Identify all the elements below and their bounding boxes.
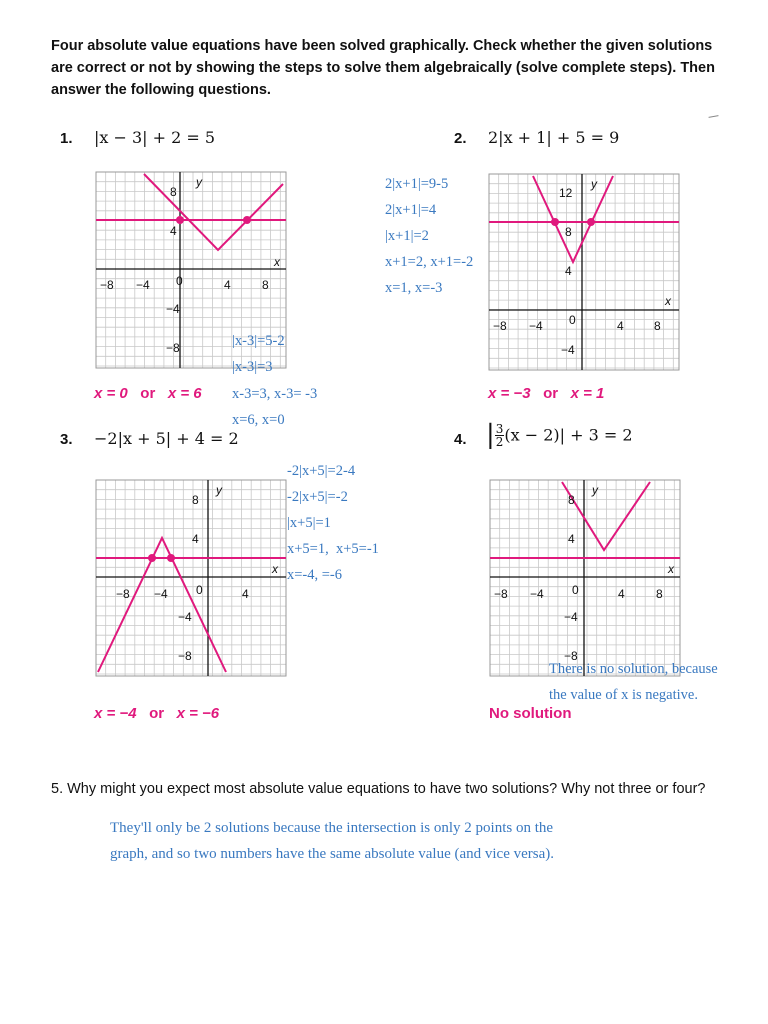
y-tick: −4	[561, 343, 575, 357]
x-tick: 4	[617, 319, 624, 333]
graph-1-solution-point	[243, 216, 251, 224]
y-tick: −4	[178, 610, 192, 624]
y-tick: −8	[564, 649, 578, 663]
y-tick: −8	[178, 649, 192, 663]
x-axis-label: x	[665, 294, 671, 308]
x-tick: 0	[569, 313, 576, 327]
problem-4-number: 4.	[454, 431, 467, 448]
graph-4	[490, 480, 680, 676]
graph-3-solution-point	[148, 554, 156, 562]
y-axis-label: y	[196, 175, 202, 189]
y-tick: 4	[192, 532, 199, 546]
problem-4-answer: No solution	[489, 705, 572, 722]
x-tick: 0	[572, 583, 579, 597]
graph-2-grid	[489, 174, 679, 370]
problem-1-equation: |x − 3| + 2 = 5	[94, 128, 216, 147]
x-tick: 8	[654, 319, 661, 333]
problem-3-work-line: -2|x+5|=2-4	[287, 463, 356, 479]
y-tick: 4	[568, 532, 575, 546]
x-tick: 8	[262, 278, 269, 292]
x-tick: 0	[176, 274, 183, 288]
problem-3-work-line: x=-4, =-6	[287, 567, 343, 583]
question-5-text: 5. Why might you expect most absolute value equations to have two solutions? Why not three or four?	[51, 781, 706, 797]
problem-1-number: 1.	[60, 130, 73, 147]
y-tick: 8	[192, 493, 199, 507]
problem-2-answer: x = −3 or x = 1	[488, 385, 605, 402]
graph-2	[489, 174, 679, 370]
y-tick: 8	[568, 493, 575, 507]
graph-3-grid	[96, 480, 286, 676]
y-tick: 8	[565, 225, 572, 239]
y-axis-label: y	[592, 483, 598, 497]
x-axis-label: x	[274, 255, 280, 269]
stray-mark	[707, 109, 718, 118]
problem-2-work-line: x=1, x=-3	[385, 280, 443, 296]
graph-1-v-curve	[144, 174, 283, 250]
problem-4-work-line: the value of x is negative.	[549, 687, 698, 703]
problem-1-answer: x = 0 or x = 6	[94, 385, 202, 402]
problem-3-work-line: |x+5|=1	[287, 515, 331, 531]
y-tick: 8	[170, 185, 177, 199]
x-axis-label: x	[668, 562, 674, 576]
problem-2-number: 2.	[454, 130, 467, 147]
x-tick: 4	[618, 587, 625, 601]
x-tick: −4	[136, 278, 150, 292]
y-axis-label: y	[216, 483, 222, 497]
x-tick: −8	[493, 319, 507, 333]
x-tick: 4	[242, 587, 249, 601]
y-tick: 12	[559, 186, 573, 200]
y-tick: −4	[166, 302, 180, 316]
graph-3-solution-point	[167, 554, 175, 562]
question-5-answer-line: graph, and so two numbers have the same absolute value (and vice versa).	[110, 846, 555, 862]
graph-2-v-curve	[533, 176, 613, 262]
y-tick: −4	[564, 610, 578, 624]
problem-3-equation: −2|x + 5| + 4 = 2	[94, 429, 239, 448]
problem-1-work-line: x=6, x=0	[232, 412, 285, 428]
problem-2-work-line: x+1=2, x+1=-2	[385, 254, 474, 270]
x-tick: 8	[656, 587, 663, 601]
problem-1-work-line: |x-3|=5-2	[232, 333, 285, 349]
problem-1-work-line: |x-3|=3	[232, 359, 273, 375]
x-tick: −8	[116, 587, 130, 601]
graph-2-solution-point	[587, 218, 595, 226]
y-tick: −8	[166, 341, 180, 355]
graph-3	[96, 480, 286, 676]
problem-1-work-line: x-3=3, x-3= -3	[232, 386, 318, 402]
problem-4-equation: | $\frac{3}{2}$ (x − 2)| + 3 = 2	[486, 420, 633, 450]
x-axis-label: x	[272, 562, 278, 576]
x-tick: −8	[494, 587, 508, 601]
y-axis-label: y	[591, 177, 597, 191]
instructions-text: Four absolute value equations have been solved graphically. Check whether the given solutions are correct or not by showing the steps to solve them algebraically (solve complete steps). Then answer the following questions.	[51, 38, 715, 98]
graph-2-solution-point	[551, 218, 559, 226]
y-tick: 4	[565, 264, 572, 278]
graph-1-solution-point	[176, 216, 184, 224]
x-tick: 0	[196, 583, 203, 597]
problem-4-work-line: There is no solution, because	[549, 661, 718, 677]
problem-3-work-line: x+5=1, x+5=-1	[287, 541, 379, 557]
x-tick: −8	[100, 278, 114, 292]
problem-3-number: 3.	[60, 431, 73, 448]
problem-2-work-line: 2|x+1|=4	[385, 202, 437, 218]
question-5-answer-line: They'll only be 2 solutions because the intersection is only 2 points on the	[110, 820, 554, 836]
problem-2-equation: 2|x + 1| + 5 = 9	[488, 128, 620, 147]
x-tick: −4	[530, 587, 544, 601]
x-tick: 4	[224, 278, 231, 292]
x-tick: −4	[154, 587, 168, 601]
problem-2-work-line: 2|x+1|=9-5	[385, 176, 449, 192]
problem-3-work-line: -2|x+5|=-2	[287, 489, 348, 505]
x-tick: −4	[529, 319, 543, 333]
graph-4-grid	[490, 480, 680, 676]
question-5-answer	[110, 815, 670, 867]
y-tick: 4	[170, 224, 177, 238]
problem-3-answer: x = −4 or x = −6	[94, 705, 220, 722]
problem-2-work-line: |x+1|=2	[385, 228, 429, 244]
